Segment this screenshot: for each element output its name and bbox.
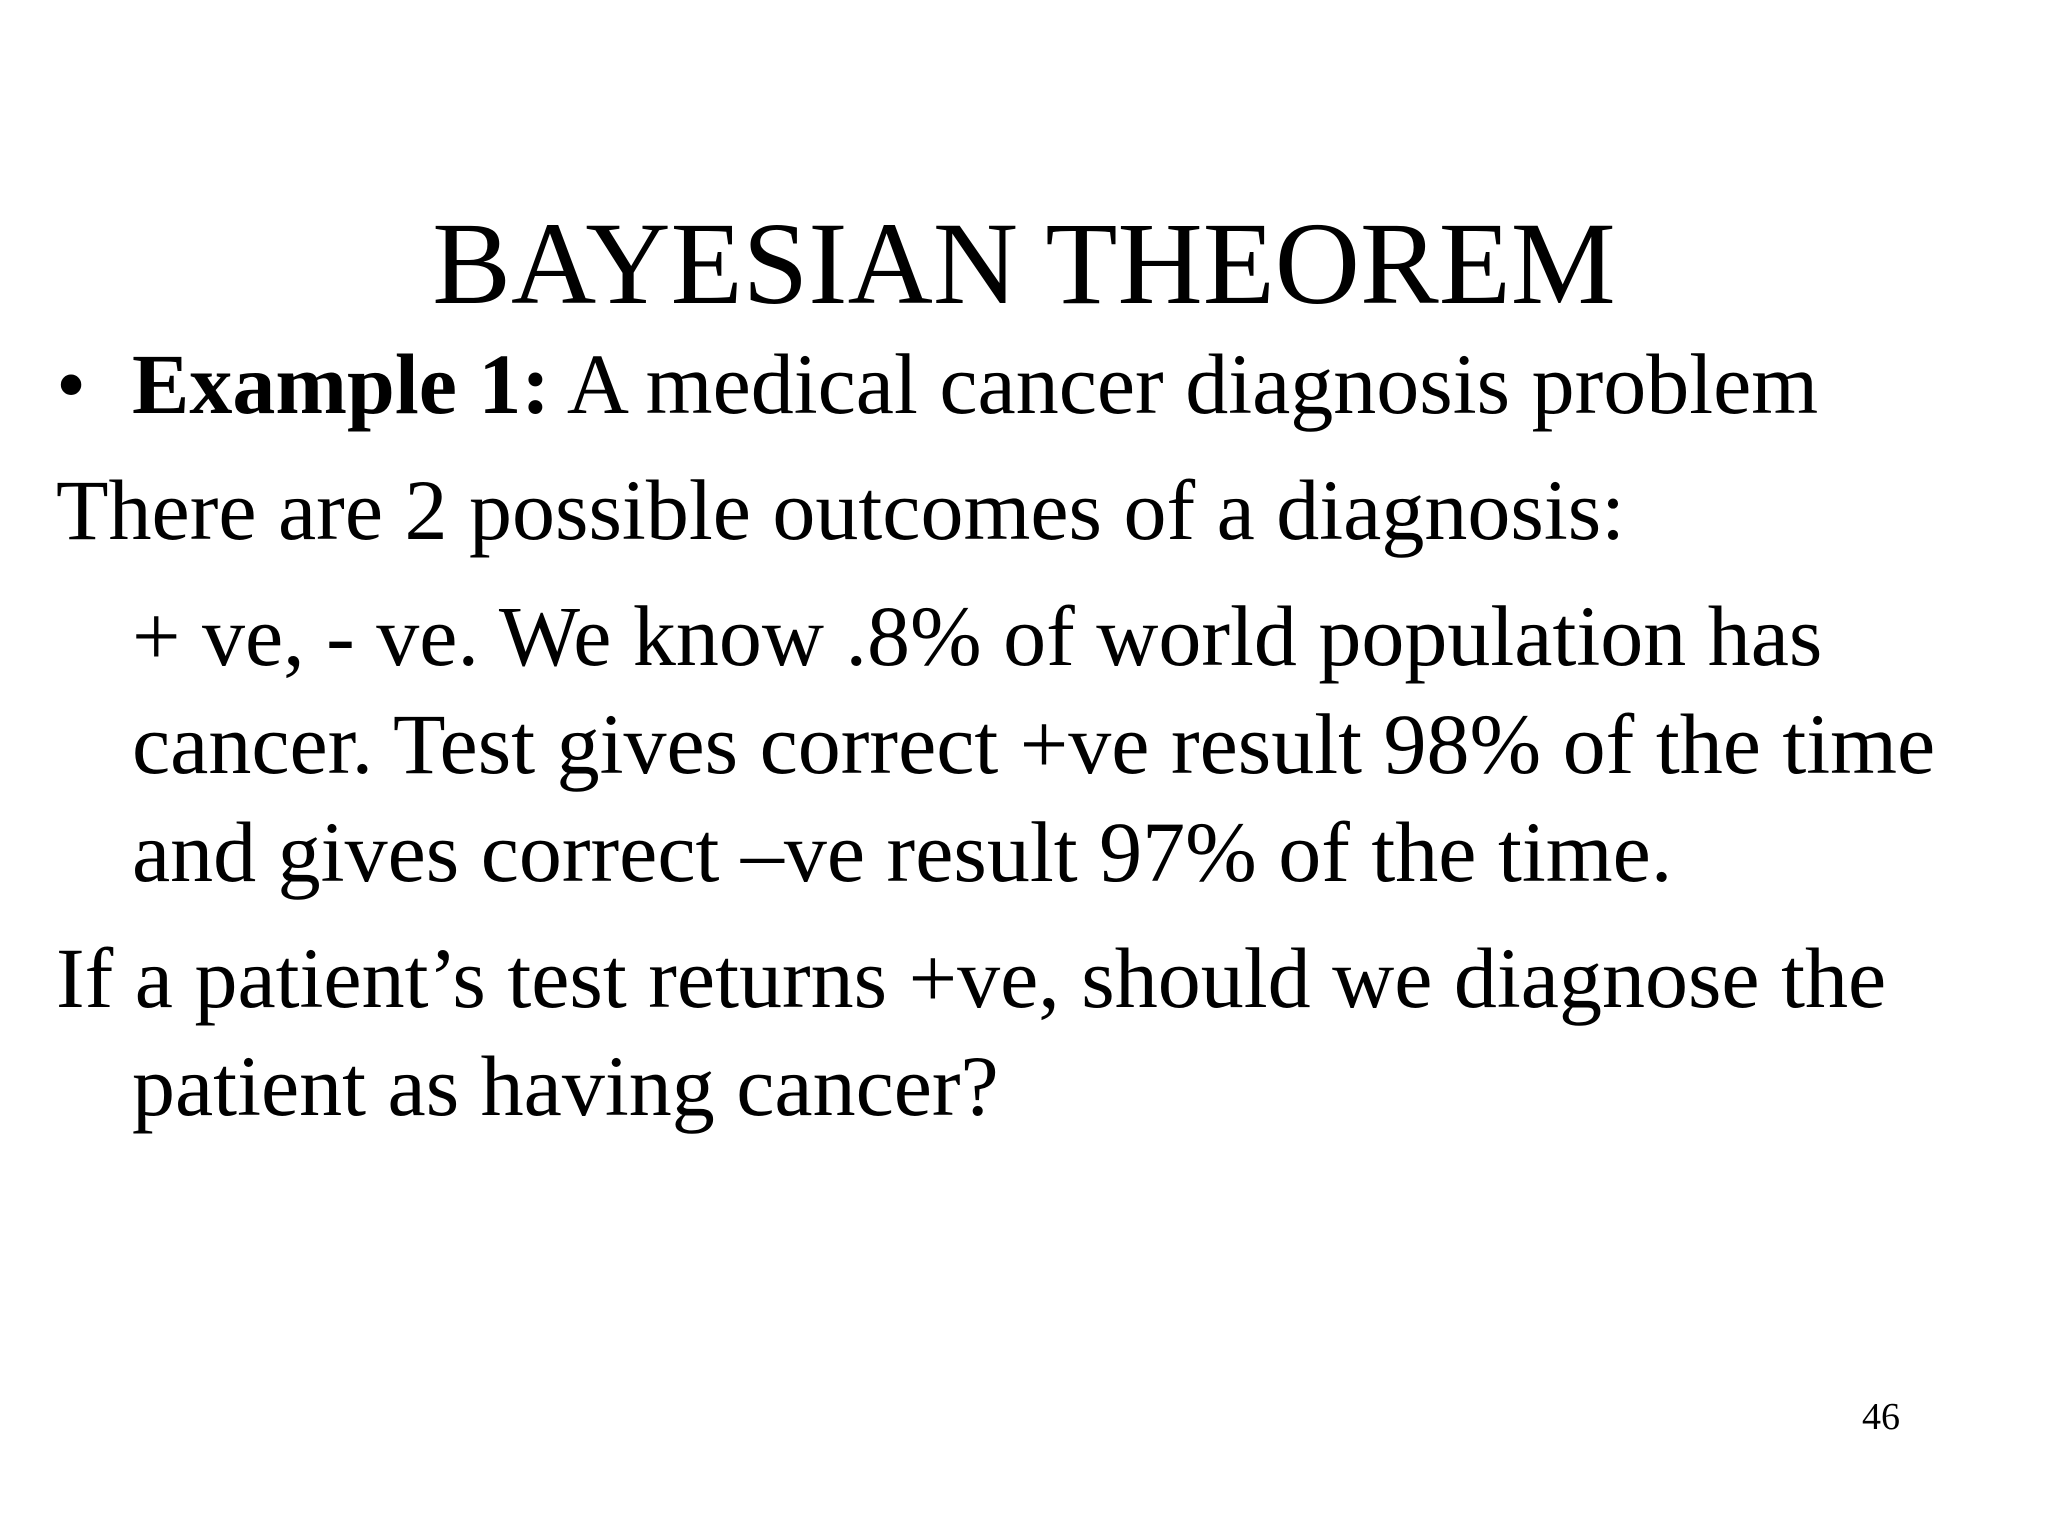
bullet-example [56, 330, 2016, 438]
example-text: A medical cancer diagnosis problem [566, 336, 1819, 432]
bullet-dot-icon: • [56, 336, 87, 432]
slide-title: BAYESIAN THEOREM [432, 198, 1616, 329]
example-label: Example 1: [132, 336, 551, 432]
page-number: 46 [1862, 1396, 1900, 1438]
outcomes-detail: + ve, - ve. We know .8% of world population has cancer. Test gives correct +ve result 98% of the time and gives correct –ve result 97% of the time. [132, 588, 1936, 900]
slide-body [56, 330, 2016, 1140]
question-text: If a patient’s test returns +ve, should we diagnose the patient as having cancer? [56, 930, 1887, 1134]
outcomes-intro: There are 2 possible outcomes of a diagnosis: [56, 462, 1626, 558]
